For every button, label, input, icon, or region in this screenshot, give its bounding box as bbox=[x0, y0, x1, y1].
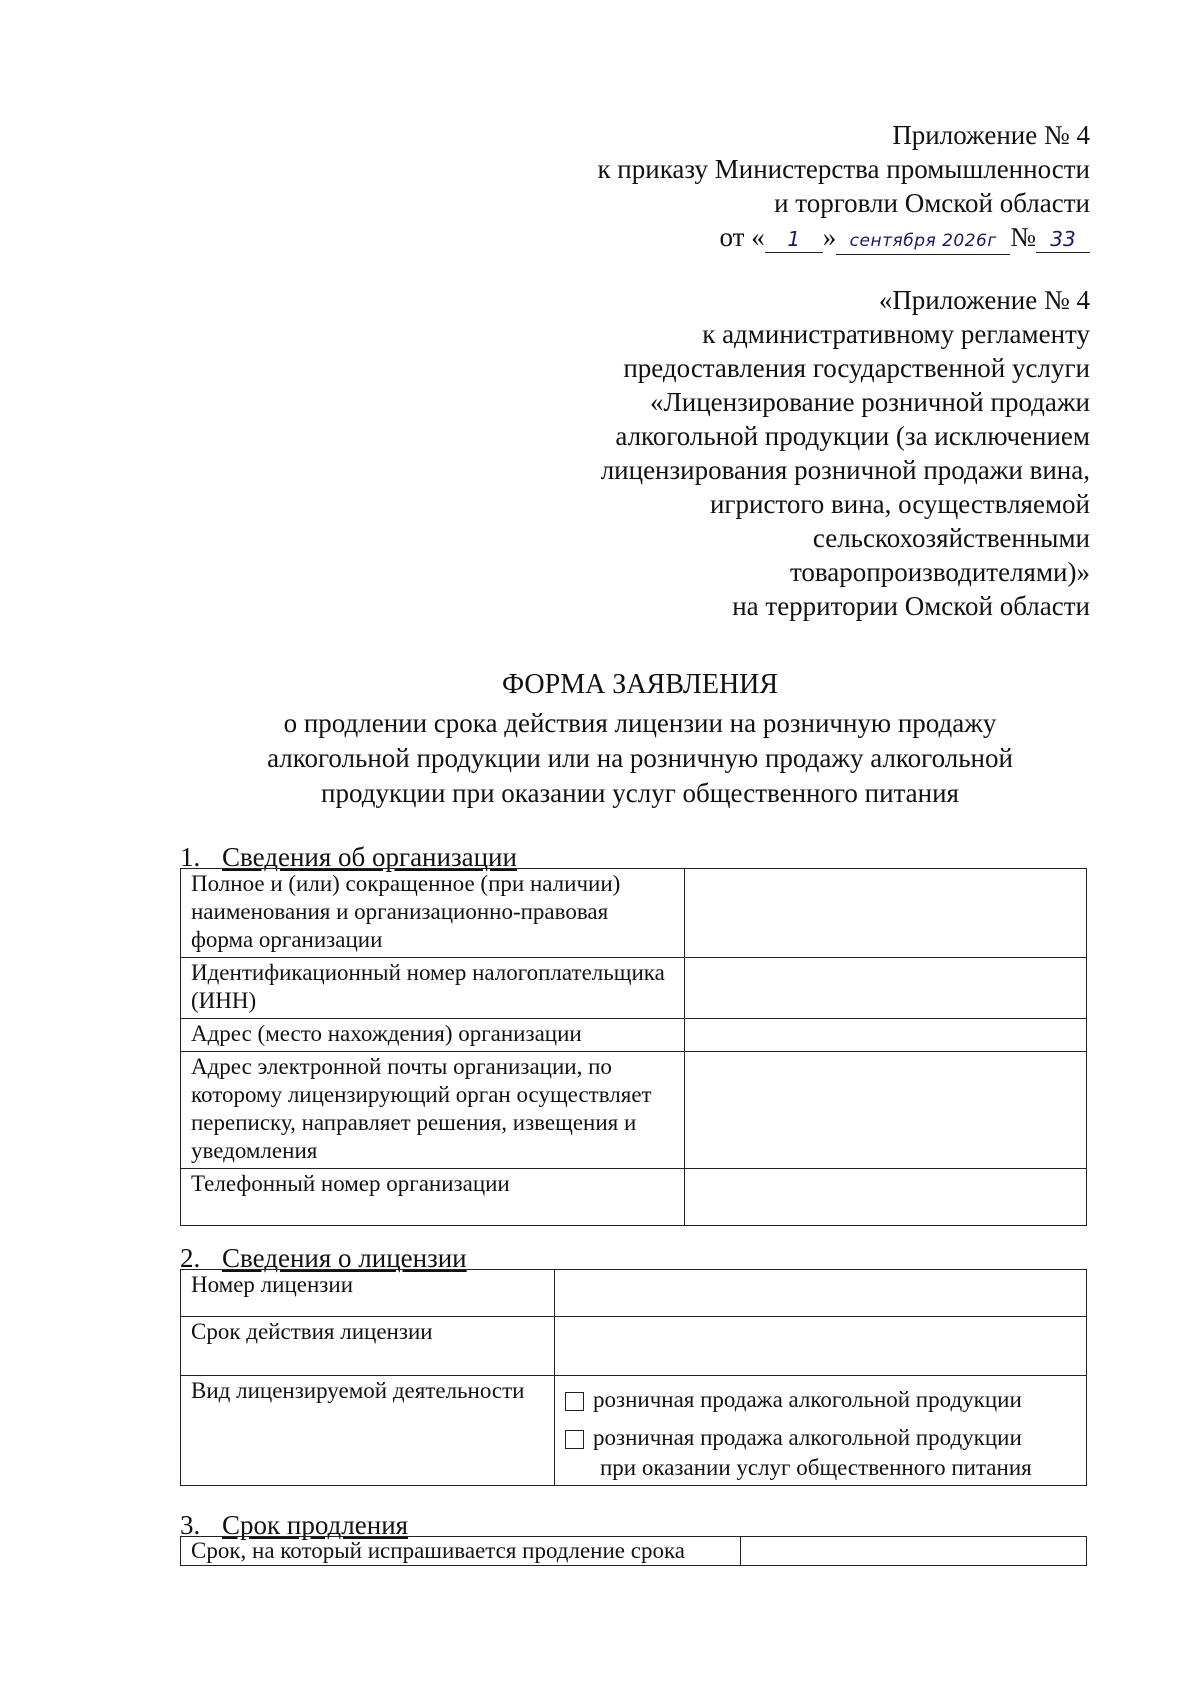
number-label: № bbox=[1010, 222, 1036, 252]
inn-label: Идентификационный номер налогоплательщика (ИНН) bbox=[181, 958, 685, 1019]
approval-block bbox=[597, 118, 1090, 255]
date-mid: » bbox=[822, 222, 837, 252]
handwritten-day: 1 bbox=[765, 226, 823, 253]
phone-field[interactable] bbox=[685, 1169, 1087, 1226]
table-row bbox=[181, 1317, 1087, 1376]
table-row bbox=[181, 1052, 1087, 1169]
handwritten-order-number: 33 bbox=[1036, 226, 1090, 253]
date-prefix: от « bbox=[719, 222, 765, 252]
form-subtitle-line: о продлении срока действия лицензии на розничную продажу bbox=[283, 708, 997, 738]
section-1-number: 1. bbox=[180, 842, 201, 872]
table-row bbox=[181, 1376, 1087, 1486]
checkbox-retail[interactable] bbox=[565, 1392, 584, 1411]
section-2-number: 2. bbox=[180, 1243, 201, 1273]
regulation-line: сельскохозяйственными bbox=[812, 523, 1090, 553]
activity-option-retail[interactable] bbox=[565, 1386, 1076, 1414]
org-name-field[interactable] bbox=[685, 869, 1087, 958]
regulation-line: «Приложение № 4 bbox=[878, 285, 1090, 315]
table-row bbox=[181, 1169, 1087, 1226]
option-catering-line-1: розничная продажа алкогольной продукции bbox=[593, 1425, 1022, 1450]
table-row bbox=[181, 1270, 1087, 1317]
table-row bbox=[181, 1019, 1087, 1052]
activity-type-options bbox=[555, 1376, 1087, 1486]
inn-field[interactable] bbox=[685, 958, 1087, 1019]
extension-term-table bbox=[180, 1536, 1087, 1566]
email-label: Адрес электронной почты организации, по которому лицензирующий орган осуществляет переписку, направляет решения, извещения и уведомления bbox=[181, 1052, 685, 1169]
form-subtitle-line: алкогольной продукции или на розничную продажу алкогольной bbox=[267, 743, 1013, 773]
approval-line-1: Приложение № 4 bbox=[892, 120, 1090, 150]
option-catering-line-2: при оказании услуг общественного питания bbox=[600, 1455, 1032, 1480]
email-field[interactable] bbox=[685, 1052, 1087, 1169]
license-number-label: Номер лицензии bbox=[181, 1270, 555, 1317]
phone-label: Телефонный номер организации bbox=[181, 1169, 685, 1226]
extension-term-label: Срок, на который испрашивается продление срока bbox=[181, 1537, 741, 1566]
license-info-table bbox=[180, 1269, 1087, 1486]
section-3-title: Срок продления bbox=[222, 1510, 409, 1540]
address-label: Адрес (место нахождения) организации bbox=[181, 1019, 685, 1052]
approval-line-3: и торговли Омской области bbox=[774, 188, 1090, 218]
regulation-line: лицензирования розничной продажи вина, bbox=[600, 455, 1090, 485]
regulation-line: товаропроизводителями)» bbox=[789, 557, 1090, 587]
regulation-line: на территории Омской области bbox=[732, 591, 1090, 621]
form-subtitle-line: продукции при оказании услуг общественного питания bbox=[321, 778, 959, 808]
checkbox-catering[interactable] bbox=[565, 1430, 584, 1449]
activity-option-catering[interactable] bbox=[565, 1424, 1076, 1452]
table-row bbox=[181, 869, 1087, 958]
handwritten-month-year: сентября 2026г bbox=[836, 228, 1010, 255]
table-row bbox=[181, 1537, 1087, 1566]
section-3-number: 3. bbox=[180, 1510, 201, 1540]
regulation-line: алкогольной продукции (за исключением bbox=[615, 421, 1090, 451]
option-catering-text bbox=[593, 1424, 1022, 1452]
form-subtitle bbox=[0, 706, 1200, 811]
regulation-line: к административному регламенту bbox=[702, 319, 1090, 349]
address-field[interactable] bbox=[685, 1019, 1087, 1052]
approval-date-line bbox=[597, 220, 1090, 255]
regulation-line: «Лицензирование розничной продажи bbox=[649, 387, 1090, 417]
organization-info-table bbox=[180, 868, 1087, 1226]
section-1-title: Сведения об организации bbox=[222, 842, 517, 872]
org-name-label: Полное и (или) сокращенное (при наличии) наименования и организационно-правовая форма организации bbox=[181, 869, 685, 958]
activity-type-label: Вид лицензируемой деятельности bbox=[181, 1376, 555, 1486]
table-row bbox=[181, 958, 1087, 1019]
form-title: ФОРМА ЗАЯВЛЕНИЯ bbox=[501, 669, 779, 700]
extension-term-field[interactable] bbox=[741, 1537, 1087, 1566]
option-retail-label: розничная продажа алкогольной продукции bbox=[593, 1387, 1022, 1412]
regulation-line: игристого вина, осуществляемой bbox=[709, 489, 1090, 519]
section-2-title: Сведения о лицензии bbox=[222, 1243, 467, 1273]
license-number-field[interactable] bbox=[555, 1270, 1087, 1317]
approval-line-2: к приказу Министерства промышленности bbox=[597, 154, 1090, 184]
license-term-label: Срок действия лицензии bbox=[181, 1317, 555, 1376]
license-term-field[interactable] bbox=[555, 1317, 1087, 1376]
regulation-line: предоставления государственной услуги bbox=[623, 353, 1090, 383]
regulation-block bbox=[601, 283, 1090, 623]
